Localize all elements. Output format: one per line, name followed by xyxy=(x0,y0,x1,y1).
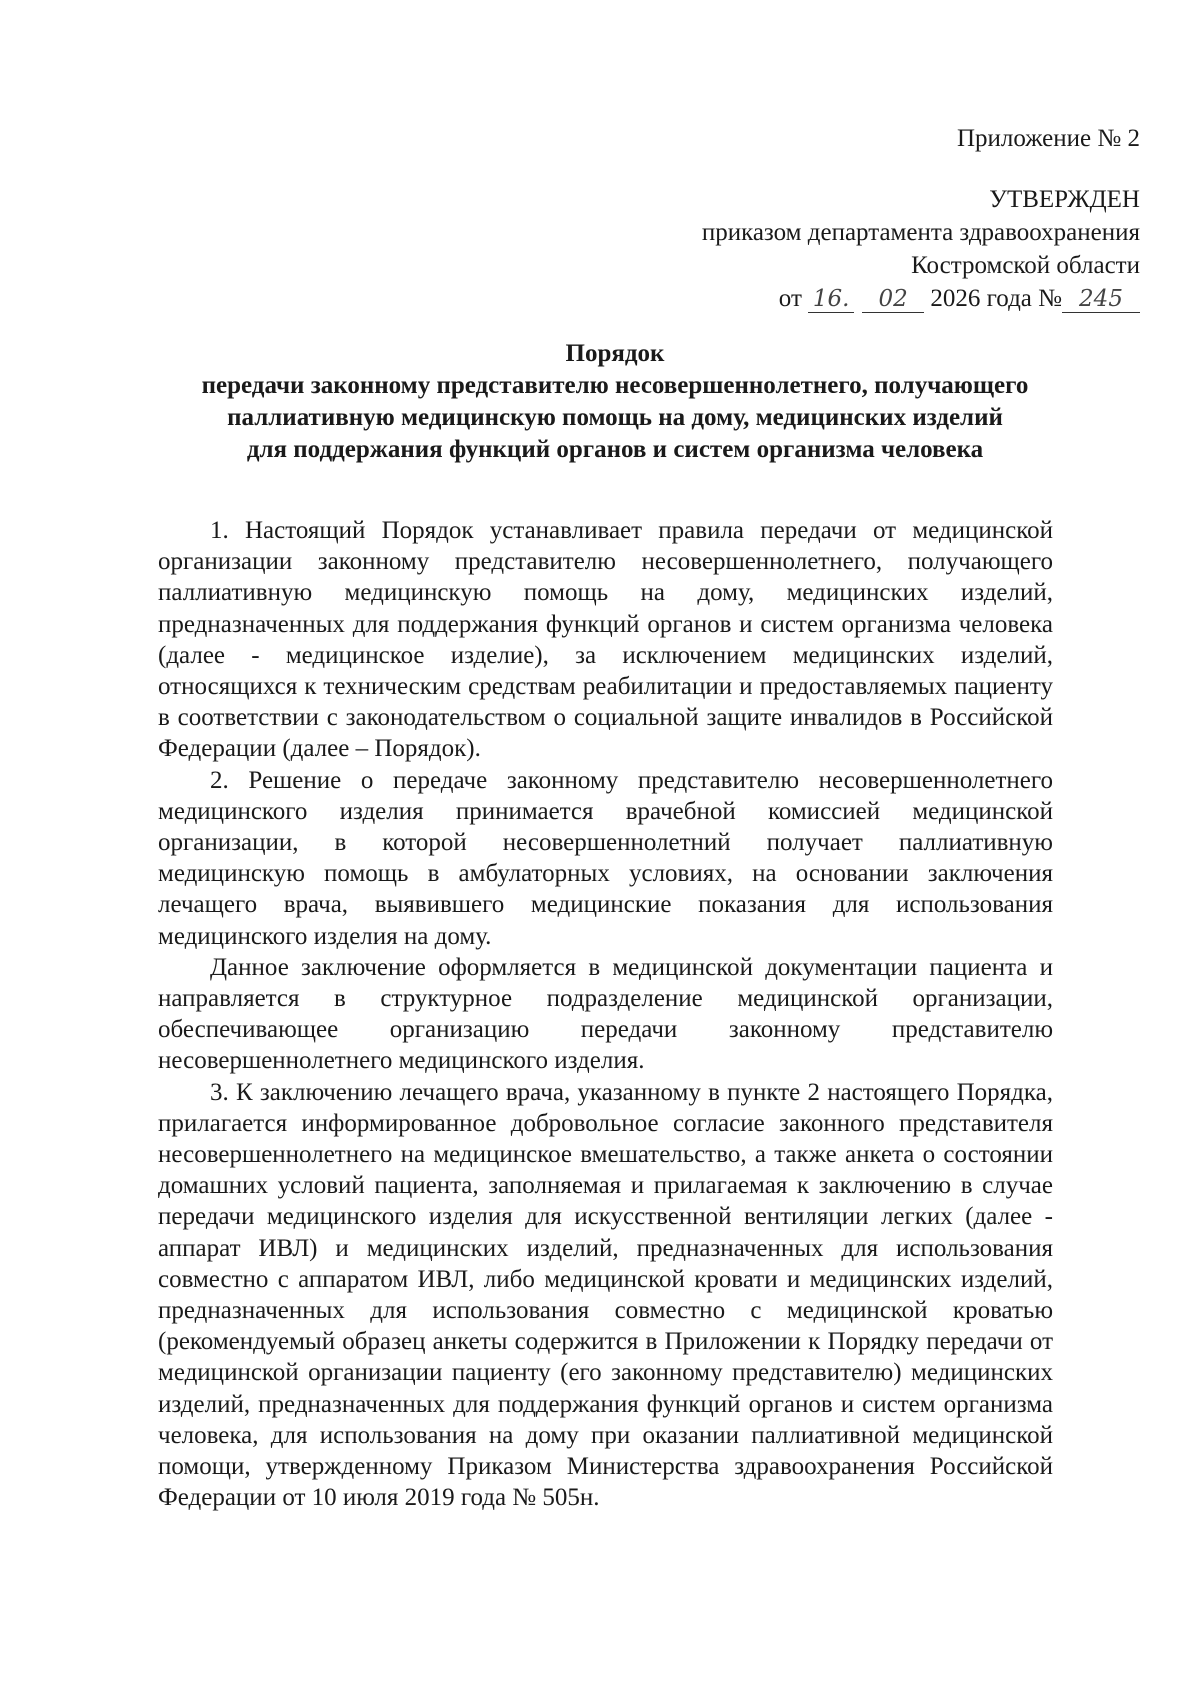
approval-date-line xyxy=(702,282,1140,315)
handwritten-order-number: 245 xyxy=(1062,286,1140,313)
date-prefix: от xyxy=(778,285,802,312)
title-subtitle-line-2: паллиативную медицинскую помощь на дому, медицинских изделий xyxy=(227,404,1003,431)
title-subtitle-line-1: передачи законному представителю несовершеннолетнего, получающего xyxy=(201,372,1029,399)
document-body xyxy=(158,515,1053,1514)
paragraph-3: 3. К заключению лечащего врача, указанному в пункте 2 настоящего Порядка, прилагается информированное добровольное согласие законного представителя несовершеннолетнего на медицинское вмешательство, а также анкета о состоянии домашних условий пациента, заполняемая и прилагаемая к заключению в случае передачи медицинского изделия для искусственной вентиляции легких (далее - аппарат ИВЛ) и медицинских изделий, предназначенных для использования совместно с аппаратом ИВЛ, либо медицинской кровати и медицинских изделий, предназначенных для использования совместно с медицинской кроватью (рекомендуемый образец анкеты содержится в Приложении к Порядку передачи от медицинской организации пациенту (его законному представителю) медицинских изделий, предназначенных для поддержания функций органов и систем организма человека, для использования на дому при оказании паллиативной медицинской помощи, утвержденному Приказом Министерства здравоохранения Российской Федерации от 10 июля 2019 года № 505н. xyxy=(158,1078,1053,1512)
approval-region-line: Костромской области xyxy=(911,252,1140,279)
paragraph-2-continuation: Данное заключение оформляется в медицинской документации пациента и направляется в структурное подразделение медицинской организации, обеспечивающее организацию передачи законному представителю несовершеннолетнего медицинского изделия. xyxy=(158,953,1053,1075)
handwritten-day: 16. xyxy=(808,286,854,313)
paragraph-1: 1. Настоящий Порядок устанавливает правила передачи от медицинской организации законному представителю несовершеннолетнего, получающего паллиативную медицинскую помощь на дому, медицинских изделий, предназначенных для поддержания функций органов и систем организма человека (далее - медицинское изделие), за исключением медицинских изделий, относящихся к техническим средствам реабилитации и предоставляемых пациенту в соответствии с законодательством о социальной защите инвалидов в Российской Федерации (далее – Порядок). xyxy=(158,517,1053,763)
paragraph-2: 2. Решение о передаче законному представителю несовершеннолетнего медицинского изделия принимается врачебной комиссией медицинской организации, в которой несовершеннолетний получает паллиативную медицинскую помощь в амбулаторных условиях, на основании заключения лечащего врача, выявившего медицинские показания для использования медицинского изделия на дому. xyxy=(158,766,1053,950)
date-year-text: 2026 года № xyxy=(930,285,1062,312)
title-subtitle-line-3: для поддержания функций органов и систем организма человека xyxy=(246,436,984,463)
approved-heading: УТВЕРЖДЕН xyxy=(989,186,1140,213)
title-heading: Порядок xyxy=(565,340,665,367)
appendix-label xyxy=(957,122,1140,155)
approval-order-line: приказом департамента здравоохранения xyxy=(701,219,1140,246)
approval-stamp xyxy=(702,183,1140,315)
handwritten-month: 02 xyxy=(862,286,924,313)
document-title xyxy=(155,338,1075,466)
appendix-number: Приложение № 2 xyxy=(956,125,1140,152)
